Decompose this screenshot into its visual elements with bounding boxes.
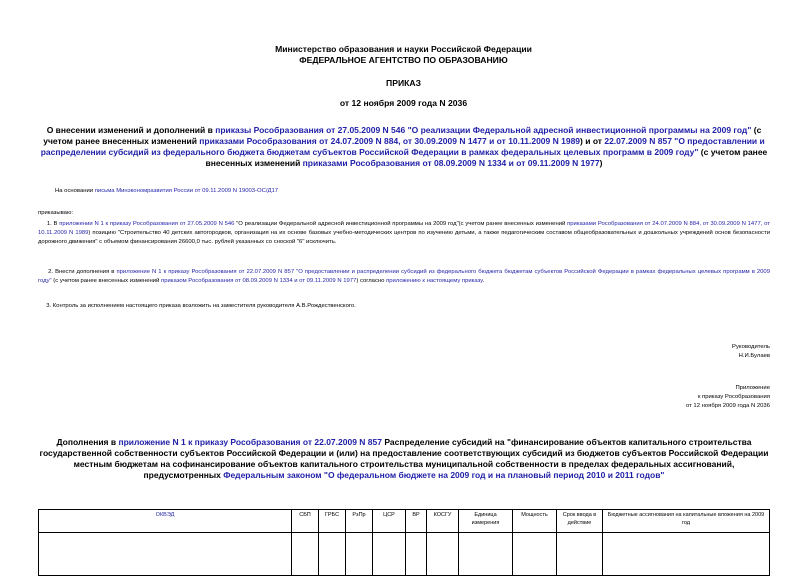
p1-text: "О реализации Федеральной адресной инвестиционной программы на 2009 год"(с учетом ранее внесенных изменений: [234, 221, 568, 227]
p2-text: .: [482, 277, 485, 284]
p1-link-appendix-546[interactable]: приложении N 1 к приказу Рособразования от 27.05.2009 N 546: [59, 221, 235, 227]
p2-link-appendix-857[interactable]: приложение N 1 к приказу Рособразования от 22.07.2009 N 857 "О предоставлении и распределении субсидий из федерального бюджета бюджетам субъектов Российской Федерации в рамках федеральных целевых программ в 2009 году": [38, 269, 770, 284]
add-title-text: Распределение субсидий на "финансирование объектов капитального строительства государственной собственности субъектов Российской Федерации и (или) на предоставление соответствующих субсидий из бюджетов субъектов Российской Федерации местным бюджетам на софинансирование объектов капитального строительства муниципальной собственности в пределах федеральных ассигнований, предусмотренных: [39, 437, 769, 480]
p1-text: ) позицию "Строительство 40 детских автогородков, организация на их основе базовых учебно-методических центров по изучению детьми, а также педагогическим составом общеобразовательных и дошкольных учреждений основ безопасности дорожного движения" с объемом финансирования 26600,0 тыс. рублей указанных со сноской "6" исключить.: [38, 229, 770, 245]
document-date: от 12 ноября 2009 года N 2036: [339, 98, 468, 108]
basis-prefix: На основании: [55, 188, 95, 194]
column-header-commissioning: Срок ввода в действие: [557, 510, 603, 533]
signer-name: Н.И.Булаев: [738, 353, 770, 359]
title-text: (с учетом ранее внесенных изменений: [43, 125, 762, 146]
additions-title: [38, 437, 770, 481]
column-header-csr: ЦСР: [373, 510, 406, 533]
title-link-amendments-857[interactable]: приказами Рособразования от 08.09.2009 N 1334 и от 09.11.2009 N 1977: [302, 158, 600, 168]
agency-name: ФЕДЕРАЛЬНОЕ АГЕНТСТВО ПО ОБРАЗОВАНИЮ: [299, 55, 508, 65]
p2-text: 2. Внести дополнения в: [48, 269, 117, 275]
title-text: (с учетом ранее внесенных изменений: [205, 147, 768, 168]
paragraph-2: [38, 268, 770, 286]
column-header-unit: Единица измерения: [459, 510, 513, 533]
document-header: [0, 44, 807, 66]
column-header-sbp: СБП: [292, 510, 319, 533]
p2-link-appendix[interactable]: приложению к настоящему приказу: [386, 277, 483, 284]
p1-text: 1. В: [46, 221, 60, 227]
ministry-name: Министерство образования и науки Российской Федерации: [275, 44, 532, 54]
title-link-amendments-546[interactable]: приказами Рособразования от 24.07.2009 N 884, от 30.09.2009 N 1477 и от 10.11.2009 N 1989: [199, 136, 581, 146]
basis-line: [55, 188, 278, 194]
appendix-line-3: от 12 ноября 2009 года N 2036: [685, 403, 770, 409]
paragraph-1: [38, 220, 770, 247]
paragraph-3: [38, 302, 770, 311]
title-link-order-857[interactable]: 22.07.2009 N 857 "О предоставлении и распределении субсидий из федерального бюджета бюджетам субъектов Российской Федерации в рамках федеральных целевых программ в 2009 году": [40, 136, 765, 157]
document-title: [38, 125, 770, 169]
column-header-kosgu: КОСГУ: [427, 510, 459, 533]
title-text: ): [599, 158, 603, 168]
column-header-okved[interactable]: ОКВЭД: [39, 510, 292, 533]
basis-link-letter[interactable]: письма Минэкономразвития России от 09.11.2009 N 19003-ОС/Д17: [94, 188, 279, 194]
p1-link-amendments[interactable]: приказами Рособразования от 24.07.2009 N 884, от 30.09.2009 N 1477, от 10.11.2009 N 1989: [38, 221, 770, 236]
p3-text: 3. Контроль за исполнением настоящего приказа возложить на заместителя руководителя А.В.Рождественского.: [46, 303, 356, 309]
table-row: [39, 533, 770, 576]
add-title-text: Дополнения в: [56, 437, 119, 447]
column-header-budget: Бюджетные ассигнования на капитальные вложения на 2009 год: [603, 510, 770, 533]
title-text: ) и от: [580, 136, 605, 146]
appendix-line-2: к приказу Рособразования: [697, 394, 770, 400]
signature-block: [732, 343, 770, 361]
column-header-capacity: Мощность: [513, 510, 557, 533]
signer-role: Руководитель: [732, 344, 770, 350]
column-header-grbs: ГРБС: [319, 510, 346, 533]
title-link-order-546[interactable]: приказы Рособразования от 27.05.2009 N 546 "О реализации Федеральной адресной инвестиционной программы на 2009 год": [215, 125, 752, 135]
p2-text: ) согласно: [356, 277, 387, 284]
column-header-vr: ВР: [406, 510, 427, 533]
document-type: ПРИКАЗ: [386, 78, 421, 88]
order-word: приказываю:: [38, 210, 74, 216]
add-title-link-appendix-857[interactable]: приложение N 1 к приказу Рособразования от 22.07.2009 N 857: [118, 437, 382, 447]
add-title-link-federal-law[interactable]: Федеральным законом "О федеральном бюджете на 2009 год и на плановый период 2010 и 2011 годов": [223, 470, 665, 480]
p2-link-amendments[interactable]: приказом Рособразования от 08.09.2009 N 1334 и от 09.11.2009 N 1977: [161, 277, 357, 284]
subsidy-table: [38, 509, 770, 576]
appendix-line-1: Приложение: [735, 385, 770, 391]
title-text: О внесении изменений и дополнений в: [46, 125, 216, 135]
column-header-rzpr: РзПр: [346, 510, 373, 533]
p2-text: (с учетом ранее внесенных изменений: [51, 277, 162, 284]
table-header-row: [39, 510, 770, 533]
appendix-caption: [686, 384, 770, 411]
